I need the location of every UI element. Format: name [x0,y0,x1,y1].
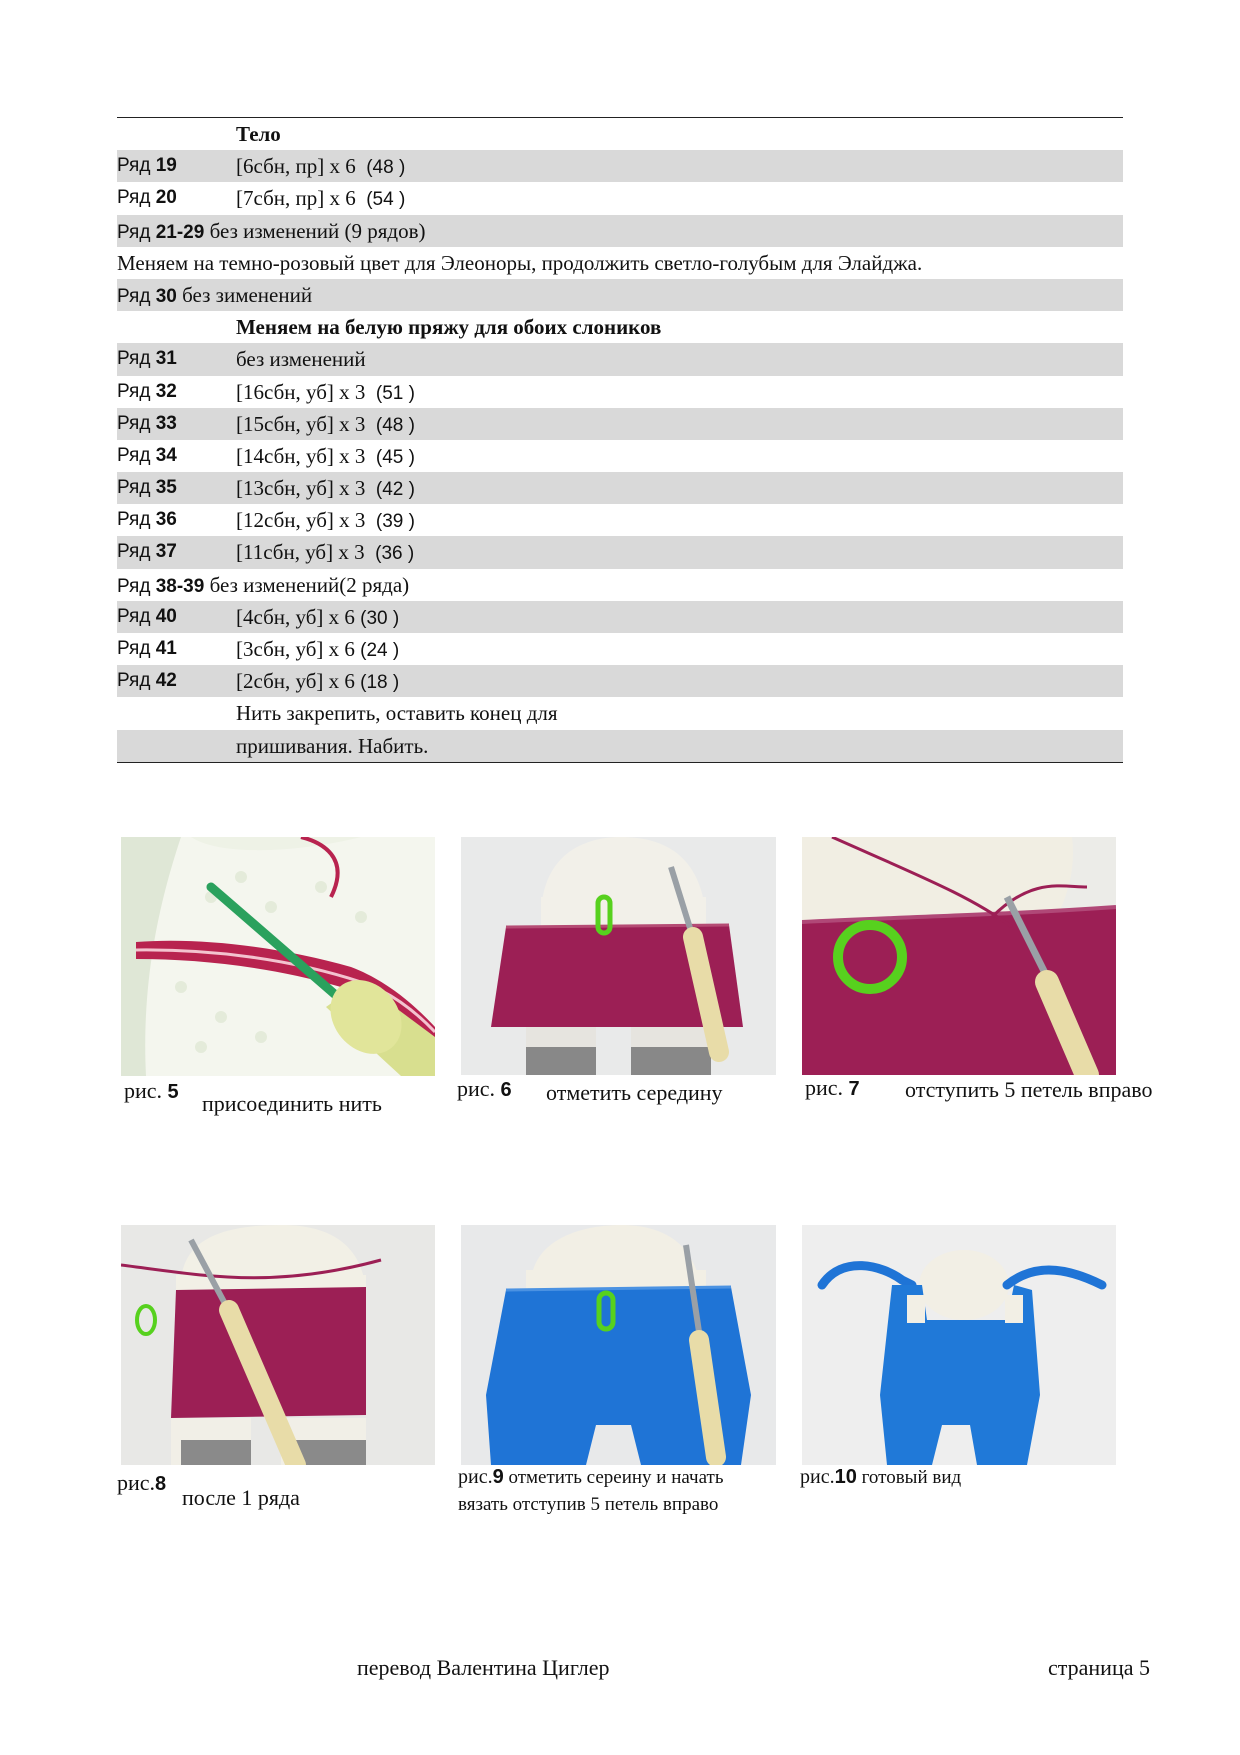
row-instruction: [4сбн, уб] х 6 [236,604,355,629]
row-number: 33 [155,412,177,434]
row-count: (39 ) [375,511,415,533]
table-row [117,697,1123,729]
row-label: Ряд [117,541,151,563]
figure-8-label: рис.8 [117,1470,167,1495]
figure-5-caption: присоединить нить [202,1091,382,1116]
row-number: 38-39 [155,575,205,597]
table-row [117,311,1123,343]
row-label: Ряд [117,221,151,243]
table-row [117,182,1123,214]
row-count: (24 ) [360,640,400,661]
table-row [117,569,1123,601]
row-label: Ряд [117,285,151,307]
row-label: Ряд [117,412,151,434]
row-label: Ряд [117,477,151,499]
row-instruction: без изменений (9 рядов) [209,218,426,243]
row-label: Ряд [117,509,151,531]
row-count: (42 ) [375,479,415,501]
row-instruction: без изменений [236,347,366,372]
row-number: 36 [155,509,177,531]
table-row [117,150,1123,182]
row-label: Ряд [117,187,151,209]
figure-5-photo [121,837,435,1076]
figure-10-photo [802,1225,1116,1465]
row-label: Ряд [117,638,151,659]
row-number: 41 [155,638,177,659]
figure-7-label: рис. 7 [805,1075,860,1100]
row-label: Ряд [117,670,151,692]
row-count: (36 ) [375,543,415,565]
table-row [117,408,1123,440]
row-count: (48 ) [366,157,406,179]
finishing-instruction: пришивания. Набить. [236,733,429,758]
figure-6-photo [461,837,776,1075]
figure-9-caption: рис.9 отметить сереину и начать [458,1466,724,1488]
color-change-note: Меняем на темно-розовый цвет для Элеоноры, продолжить светло-голубым для Элайджа. [117,250,923,275]
table-row [117,440,1123,472]
figure-5-label: рис. 5 [124,1078,179,1103]
section-title: Тело [236,122,281,146]
figure-7-photo [802,837,1116,1075]
row-number: 20 [155,187,177,209]
figure-9-caption-line2: вязать отступив 5 петель вправо [458,1494,719,1515]
row-instruction: [16сбн, уб] х 3 [236,379,366,404]
figure-6-caption: отметить середину [546,1080,723,1105]
row-count: (51 ) [375,382,415,404]
table-row [117,215,1123,247]
table-row [117,472,1123,504]
table-row [117,730,1123,762]
row-instruction: [14сбн, уб] х 3 [236,443,366,468]
row-label: Ряд [117,380,151,402]
row-label: Ряд [117,575,151,597]
figure-7-caption: отступить 5 петель вправо [905,1077,1153,1102]
row-instruction: без изменений(2 ряда) [209,572,410,597]
row-number: 31 [155,348,177,370]
footer-translator: перевод Валентина Циглер [357,1655,610,1680]
row-number: 40 [155,605,177,627]
row-label: Ряд [117,444,151,466]
row-label: Ряд [117,605,151,627]
row-number: 35 [155,477,177,499]
row-count: (18 ) [360,672,400,694]
row-count: (30 ) [360,607,400,629]
figure-6-label: рис. 6 [457,1076,512,1101]
row-number: 21-29 [155,221,205,243]
figure-9-photo [461,1225,776,1465]
row-instruction: [12сбн, уб] х 3 [236,508,366,533]
row-instruction: [3сбн, уб] х 6 [236,637,355,661]
row-instruction: [11сбн, уб] х 3 [236,540,365,565]
table-row [117,536,1123,568]
table-row [117,633,1123,665]
figure-8-photo [121,1225,435,1465]
pattern-table [117,117,1123,763]
row-label: Ряд [117,348,151,370]
table-row [117,504,1123,536]
row-instruction: [13сбн, уб] х 3 [236,476,366,501]
table-row [117,665,1123,697]
table-row [117,601,1123,633]
row-count: (54 ) [366,189,406,211]
row-number: 32 [155,380,177,402]
figure-8-caption: после 1 ряда [182,1485,300,1510]
row-number: 19 [155,155,177,177]
row-instruction: [2сбн, уб] х 6 [236,669,355,694]
footer-page-number: страница 5 [1048,1655,1150,1680]
row-count: (45 ) [375,446,415,468]
section-title-row [117,118,1123,150]
row-number: 42 [155,670,177,692]
row-number: 34 [155,444,177,466]
row-instruction: [6сбн, пр] х 6 [236,154,356,179]
finishing-instruction: Нить закрепить, оставить конец для [236,701,558,726]
row-label: Ряд [117,155,151,177]
table-row [117,376,1123,408]
row-instruction: [15сбн, уб] х 3 [236,411,366,436]
table-row [117,247,1123,279]
row-count: (48 ) [375,414,415,436]
yarn-change-heading: Меняем на белую пряжу для обоих слоников [236,315,662,340]
row-number: 30 [155,285,177,307]
row-instruction: без зименений [182,282,313,307]
row-instruction: [7сбн, пр] х 6 [236,186,356,211]
figure-10-caption: рис.10 готовый вид [800,1466,962,1488]
row-number: 37 [155,541,177,563]
table-row [117,343,1123,375]
table-row [117,279,1123,311]
